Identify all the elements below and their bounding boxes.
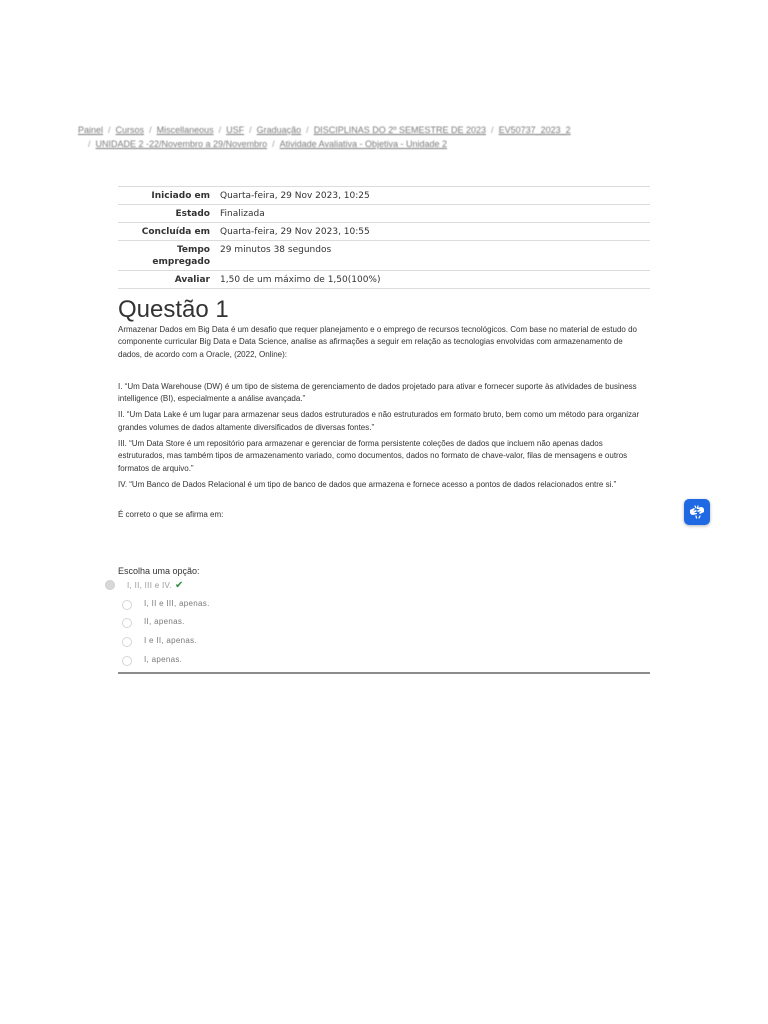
breadcrumb-link-disciplinas[interactable]: DISCIPLINAS DO 2º SEMESTRE DE 2023	[313, 125, 487, 135]
summary-label: Avaliar	[174, 275, 210, 285]
breadcrumb-separator: /	[108, 125, 111, 135]
summary-row-state	[118, 205, 650, 223]
summary-row-time-taken	[118, 241, 650, 271]
answer-option-label: I e II, apenas.	[144, 636, 197, 646]
breadcrumb-link-course-code[interactable]: EV50737_2023_2	[498, 125, 571, 135]
radio-icon[interactable]	[122, 618, 132, 628]
question-title: Questão 1	[118, 296, 229, 323]
breadcrumb-link-graduacao[interactable]: Graduação	[256, 125, 302, 135]
breadcrumb-separator: /	[88, 139, 91, 149]
summary-label: Iniciado em	[151, 191, 210, 201]
question-line: É correto o que se afirma em:	[118, 510, 224, 520]
breadcrumb-link-cursos[interactable]: Cursos	[115, 125, 145, 135]
summary-value: Finalizada	[220, 209, 265, 219]
radio-icon[interactable]	[122, 600, 132, 610]
summary-value: 29 minutos 38 segundos	[220, 245, 332, 255]
summary-label: Estado	[175, 209, 210, 219]
breadcrumb-separator: /	[272, 139, 275, 149]
summary-value: 1,50 de um máximo de 1,50(100%)	[220, 275, 381, 285]
summary-label: Concluída em	[141, 227, 210, 237]
accessibility-button[interactable]	[684, 499, 710, 525]
breadcrumb-link-miscellaneous[interactable]: Miscellaneous	[156, 125, 214, 135]
summary-row-grade	[118, 271, 650, 289]
sign-language-hands-icon	[688, 503, 706, 521]
question-bottom-divider	[118, 672, 650, 674]
question-text	[118, 324, 648, 522]
question-intro: Armazenar Dados em Big Data é um desafio que requer planejamento e o emprego de recursos tecnológicos. Com base no material de estudo do componente curricular Big Data e Data Science, analise as afirmações a seguir em relação as tecnologias envolvidas com armazenamento de dados, de acordo com a Oracle, (2022, Online):	[118, 325, 637, 359]
breadcrumb-separator: /	[306, 125, 309, 135]
breadcrumb-separator: /	[149, 125, 152, 135]
summary-value: Quarta-feira, 29 Nov 2023, 10:25	[220, 191, 370, 201]
choose-option-prompt: Escolha uma opção:	[118, 566, 200, 576]
breadcrumb-separator: /	[249, 125, 252, 135]
statement-2: II. “Um Data Lake é um lugar para armazenar seus dados estruturados e não estruturados em formato bruto, bem como um método para organizar grandes volumes de dados altamente diversificados de diversas fontes.”	[118, 410, 640, 432]
breadcrumb-separator: /	[218, 125, 222, 135]
attempt-summary-table	[118, 186, 650, 289]
summary-label: Tempo empregado	[152, 245, 210, 267]
answer-option-label: I, II, III e IV. ✔	[127, 580, 184, 591]
statement-4: IV. “Um Banco de Dados Relacional é um tipo de banco de dados que armazena e fornece acesso a pontos de dados relacionados entre si.”	[118, 479, 617, 489]
breadcrumb-link-painel[interactable]: Painel	[78, 125, 104, 135]
radio-icon[interactable]	[122, 637, 132, 647]
breadcrumb-separator: /	[491, 125, 494, 135]
radio-selected-icon[interactable]	[105, 580, 115, 590]
answer-option-label: I, II e III, apenas.	[144, 598, 210, 608]
answer-option[interactable]	[104, 597, 404, 616]
breadcrumb-link-unidade[interactable]: UNIDADE 2 -22/Novembro a 29/Novembro	[95, 139, 268, 149]
breadcrumb-link-atividade[interactable]: Atividade Avaliativa - Objetiva - Unidade 2	[279, 139, 448, 149]
statement-1: I. “Um Data Warehouse (DW) é um tipo de sistema de gerenciamento de dados projetado para ativar e fornecer suporte às atividades de business intelligence (BI), especialmente a análise avançada.”	[118, 381, 637, 404]
breadcrumb	[78, 123, 678, 151]
answer-options	[104, 578, 404, 671]
answer-option[interactable]	[104, 578, 404, 597]
summary-row-started	[118, 187, 650, 205]
checkmark-icon: ✔	[174, 580, 184, 591]
answer-option[interactable]	[104, 634, 404, 653]
summary-value: Quarta-feira, 29 Nov 2023, 10:55	[220, 227, 370, 237]
answer-option[interactable]	[104, 653, 404, 672]
answer-option-label: I, apenas.	[144, 654, 183, 664]
breadcrumb-link-usf[interactable]: USF	[226, 125, 245, 135]
summary-row-completed	[118, 223, 650, 241]
statement-3: III. “Um Data Store é um repositório para armazenar e gerenciar de forma persistente coleções de dados que incluem não apenas dados estruturados, mas também tipos de armazenamento variado, como documentos, dados no formato de chave-valor, filas de mensagens e outros formatos de arquivo.”	[118, 439, 628, 473]
answer-option[interactable]	[104, 615, 404, 634]
answer-option-label: II, apenas.	[144, 617, 185, 627]
radio-icon[interactable]	[122, 656, 132, 666]
